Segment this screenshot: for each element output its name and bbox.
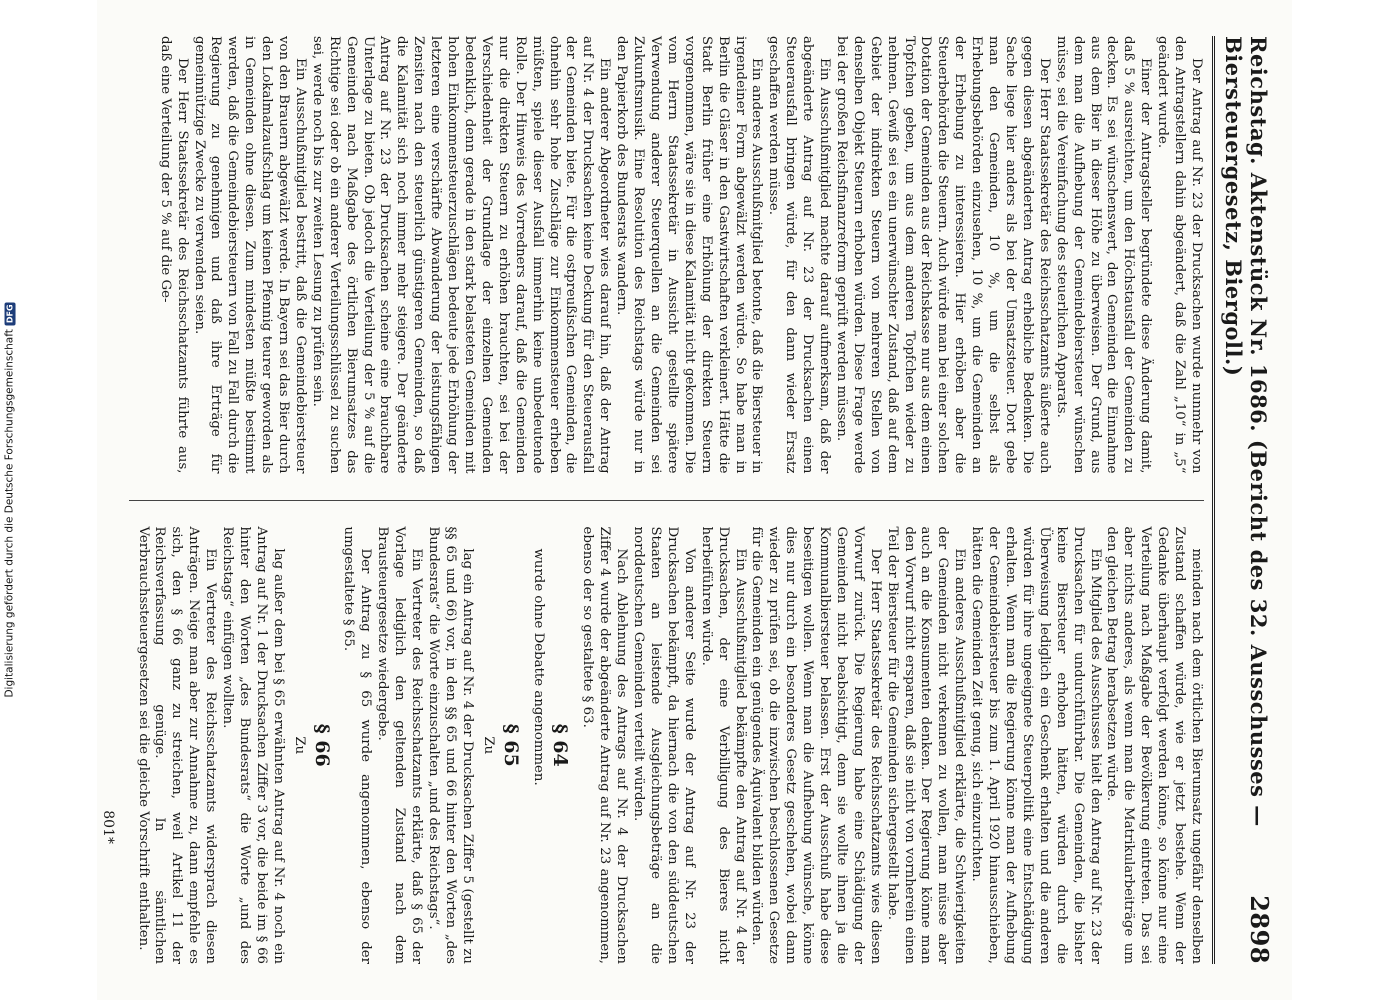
paragraph: Der Antrag zu § 65 wurde angenommen, ebenso der umgestaltete § 65. [341, 526, 374, 964]
section-heading-65: § 65 [499, 723, 522, 767]
scanned-page [97, 0, 1292, 1000]
digitization-text: Digitalisierung gefördert durch die Deutsche Forschungsgemeinschaft [4, 329, 16, 698]
left-column [129, 36, 1204, 474]
dfg-logo: DFG [5, 304, 15, 324]
paragraph: Ein Ausschußmitglied bekämpfte den Antrag auf Nr. 4 der Drucksachen, der eine Verbilligung des Bieres nicht herbeiführen würde. [698, 526, 748, 964]
paragraph: Ein Ausschußmitglied machte darauf aufmerksam, daß der abgeänderte Antrag auf Nr. 23 der Drucksachen einen Steuerausfall bringen würde, für den dann wieder Ersatz geschaffen werden müsse. [766, 36, 833, 474]
paragraph: Ein Vertreter des Reichsschatzamts erklärte, daß § 65 der Vorlage lediglich den geltenden Zustand nach dem Brausteuergesetze wiedergebe. [375, 526, 425, 964]
section-heading-66: § 66 [310, 723, 333, 767]
page-number: 2898 [1245, 895, 1274, 964]
digitization-note [0, 0, 20, 1000]
page-header [1212, 36, 1274, 964]
paragraph: Der Herr Staatssekretär des Reichsschatzamts äußerte auch gegen diesen abgeänderten Antrag erhebliche Bedenken. Die Sache liege hier anders als bei der Umsatzsteuer. Dort gebe man den Gemeinden, 10 %, um die selbst als Erhebungsbehörden einzusehen, 10 %, um die Gemeinden an der Erhebung zu interessieren. Hier erhöben aber die Steuerbehörden die Steuern. Auch würde man bei einer solchen Dotation der Gemeinden aus der Reichskasse nur aus dem einen Topfchen geben, um aus dem anderen Topfchen wieder zu nehmen. Gewiß sei es ein unerwünschter Zustand, daß auf dem Gebiet der indirekten Steuern von mehreren Stellen von denselben Objekt Steuern erhoben würden. Diese Frage werde bei der großen Reichsfinanzreform geprüft werden müssen. [833, 36, 1052, 474]
paragraph: lag außer dem bei § 65 erwähnten Antrag auf Nr. 4 noch ein Antrag auf Nr. 1 der Drucksachen Ziffer 3 vor, die beide im § 66 hinter den Worten „des Bundesrats“ die Worte „und des Reichstags“ einfügen wollten. [220, 526, 286, 964]
paragraph: Der Antrag auf Nr. 23 der Drucksachen wurde nunmehr von den Antragstellern dahin abgeändert, daß die Zahl „10“ in „5“ geändert wurde. [1155, 36, 1204, 474]
header-title: Reichstag. Aktenstück Nr. 1686. (Bericht des 32. Ausschusses — Biersteuergesetz, Biergoll.) [1221, 36, 1271, 827]
signature-mark: 801* [99, 810, 116, 844]
right-column [99, 526, 1204, 965]
paragraph: Der Herr Staatssekretär des Reichsschatzamts führte aus, daß eine Verteilung der 5 % auf die Ge- [157, 36, 190, 474]
section-text-64: wurde ohne Debatte angenommen. [530, 548, 546, 786]
zu-label: Zu [291, 736, 307, 755]
paragraph: Ein anderes Ausschußmitglied erklärte, die Schwierigkeiten der Gemeinden nicht verkennen zu wollen, man müsse aber auch an die Konsumenten denken. Der Regierung könne man den Vorwurf nicht ersparen, daß sie nicht von vornherein einen Teil der Biersteuer für die Gemeinden sichergestellt habe. [884, 526, 968, 964]
paragraph: lag ein Antrag auf Nr. 4 der Drucksachen Ziffer 5 (gestellt zu §§ 65 und 66) vor, in den §§ 65 und 66 hinter den Worten „des Bundesrats“ die Worte einzuschalten „und des Reichstags“. [426, 526, 475, 964]
paragraph: Nach Ablehnung des Antrags auf Nr. 4 der Drucksachen Ziffer 4 wurde der abgeänderte Antrag auf Nr. 23 angenommen, ebenso der so gestaltete § 63. [580, 526, 630, 964]
paragraph: Ein Ausschußmitglied bestritt, daß die Gemeindebiersteuer von den Brauern abgewälzt werde. In Bayern sei das Bier durch den Lokalmalzaufschlag um keinen Pfennig teurer geworden als in Gemeinden ohne diesen. Zum mindesten müßte bestimmt werden, daß die Gemeindebiersteuern von Fall zu Fall durch die Regierung zu genehmigen und daß ihre Erträge für gemeinnützige Zwecke zu verwenden seien. [191, 36, 308, 474]
text-columns [99, 36, 1204, 964]
paragraph: Der Herr Staatssekretär des Reichsschatzamts wies diesen Vorwurf zurück. Die Regierung habe eine Schädigung der Gemeinden nicht beabsichtigt, denn sie wollte ihnen ja die Kommunalbiersteuer belassen. Erst der Ausschuß habe diese beseitigen wollen. Wenn man die Aufhebung wünsche, könne dies nur durch ein besonderes Gesetz geschehen, wobei dann wieder zu prüfen sei, ob die inzwischen beschlossenen Gesetze für die Gemeinden ein genügendes Äquivalent bilden würden. [749, 526, 883, 964]
paragraph: Von anderer Seite wurde der Antrag auf Nr. 23 der Drucksachen bekämpft, da hiernach die von den süddeutschen Staaten an leistende Ausgleichungsbeträge an die norddeutschen Gemeinden verteilt würden. [631, 526, 697, 964]
column-divider [129, 500, 1204, 501]
paragraph: Einer der Antragsteller begründete diese Änderung damit, daß 5 % ausreichten, um den Höchstausfall der Gemeinden zu decken. Es sei wünschenswert, den Gemeinden die Einnahme aus dem Bier in dieser Höhe zu überweisen. Der Grund, aus dem man die Aufhebung der Gemeindebiersteuer wünschen müsse, sei die Vereinfachung des steuerlichen Apparats. [1053, 36, 1154, 474]
zu-label: Zu [480, 736, 496, 755]
paragraph: Ein Vertreter des Reichsschatzamts widersprach diesen Anträgen. Neige man aber zur Annahme zu, dann empfehle es sich, den § 66 ganz zu streichen, weil Artikel 11 der Reichsverfassung genüge. In sämtlichen Verbrauchssteuergesetzen sei die gleiche Vorschrift enthalten. [135, 526, 219, 964]
paragraph: Ein anderer Abgeordneter wies darauf hin, daß der Antrag auf Nr. 4 der Drucksachen keine Deckung für den Steuerausfall der Gemeinden biete. Für die ostpreußischen Gemeinden, die ohnehin sehr hohe Zuschläge zur Einkommensteuer erheben müßten, spiele dieser Ausfall immerhin keine unbedeutende Rolle. Der Hinweis des Vorredners darauf, daß die Gemeinden nur die direkten Steuern zu erhöhen brauchten, sei bei der Verschiedenheit der Grundlage der einzelnen Gemeinden bedenklich, denn gerade in den stark belasteten Gemeinden mit hohen Einkommensteuerzuschlägen bedeute jede Erhöhung der letzteren eine verschärfte Abwanderung der leistungsfähigen Zensiten nach den steuerlich günstigeren Gemeinden, so daß die Kalamität sich noch immer mehr steigere. Der geänderte Antrag auf Nr. 23 der Drucksachen scheine eine brauchbare Unterlage zu bieten. Ob jedoch die Verteilung der 5 % auf die Gemeinden nach Maßgabe des örtlichen Bierumsatzes das Richtige sei oder ob ein anderer Verteilungsschlüssel zu suchen sei, werde noch bis zur zweiten Lesung zu prüfen sein. [309, 36, 613, 474]
paragraph: meinden nach dem örtlichen Bierumsatz ungefähr denselben Zustand schaffen würde, wie er jetzt bestehe. Wenn der Gedanke überhaupt verfolgt werden könne, so könne nur eine Verteilung nach Maßgabe der Bevölkerung eintreten. Das sei aber nichts anderes, als wenn man die Matrikularbeiträge um den gleichen Betrag herabsetzen würde. [1104, 526, 1204, 964]
paragraph: Ein anderes Ausschußmitglied betonte, daß die Biersteuer in irgendeiner Form abgewälzt werden würde. So habe man in Berlin die Gläser in den Gastwirtschaften verkleinert. Hätte die Stadt Berlin früher eine Erhöhung der direkten Steuern vorgenommen, wäre sie in diese Kalamität nicht gekommen. Die vom Herrn Staatssekretär in Aussicht gestellte spätere Verwendung anderer Steuerquellen an die Gemeinden sei Zukunftsmusik. Eine Resolution des Reichstags würde nur in den Papierkorb des Bundesrats wandern. [614, 36, 765, 474]
section-heading-64: § 64 [549, 723, 572, 767]
paragraph: Ein Mitglied des Ausschusses hielt den Antrag auf Nr. 23 der Drucksachen für undurchführbar. Die Gemeinden, die bisher keine Biersteuer erhoben hätten, würden durch die Überweisung lediglich ein Geschenk erhalten und die anderen würden für ihre ungeeignete Steuerpolitik eine Entschädigung erhalten. Wenn man die Regierung könne man der Aufhebung der Gemeindebiersteuer bis zum 1. April 1920 hinausschieben, hätten die Gemeinden Zeit genug, sich einzurichten. [969, 526, 1103, 964]
